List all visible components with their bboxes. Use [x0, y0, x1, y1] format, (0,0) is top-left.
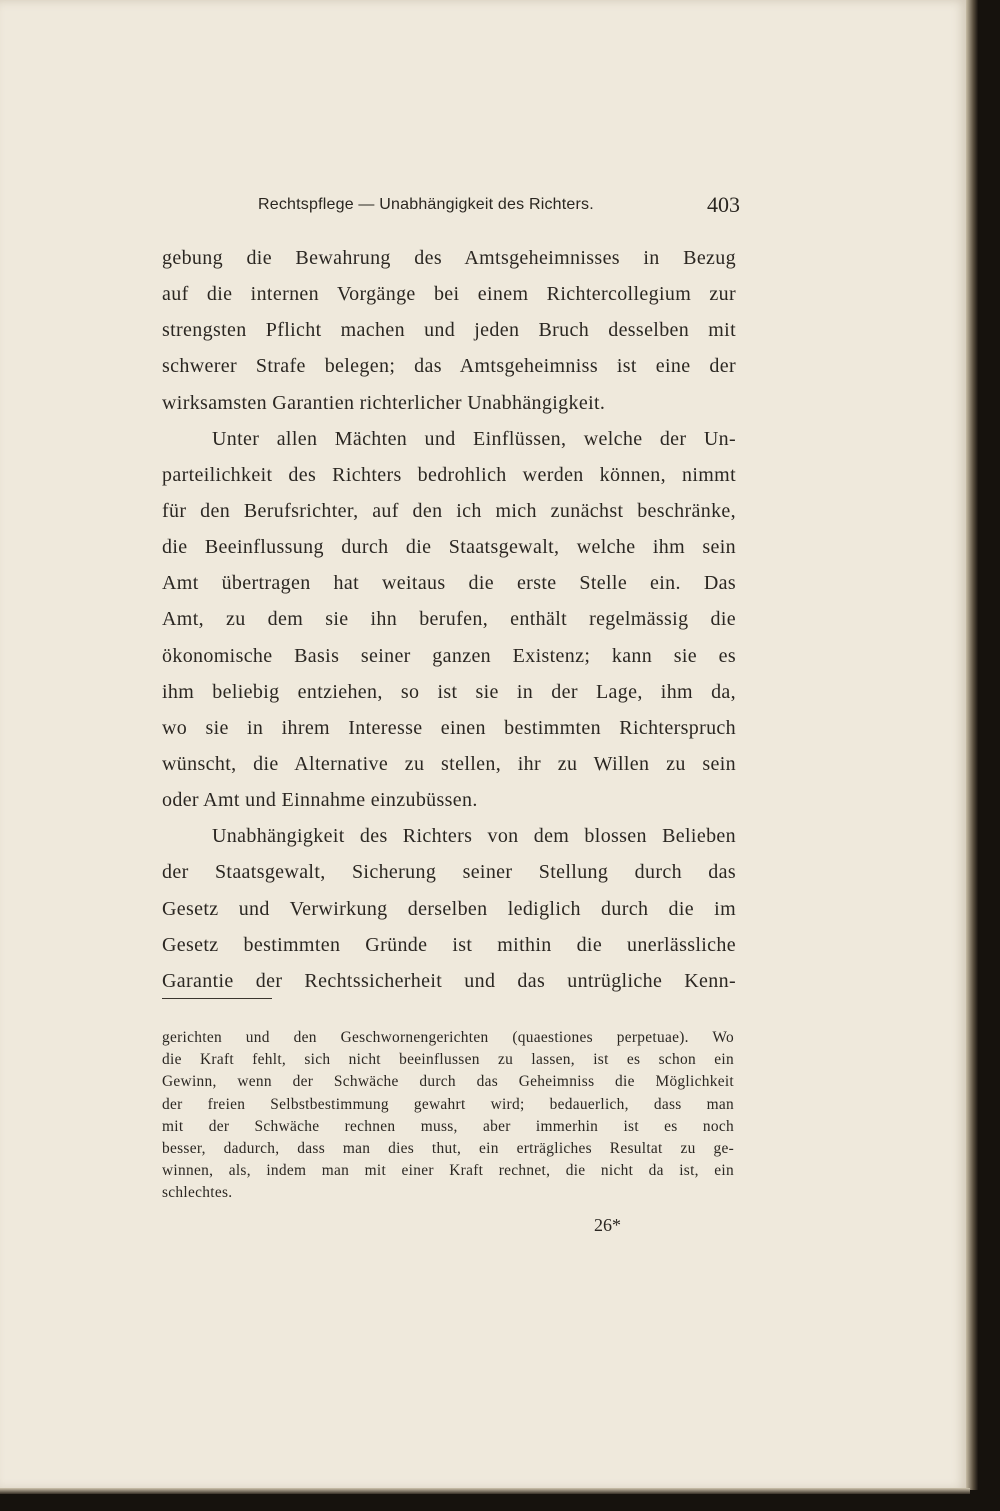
- page-number: 403: [707, 192, 740, 217]
- text-line: wirksamsten Garantien richterlicher Unabhängigkeit.: [162, 391, 606, 414]
- text-line: strengsten Pflicht machen und jeden Bruch desselben mit: [162, 319, 736, 342]
- running-header: [258, 190, 740, 224]
- footnote-line: mit der Schwäche rechnen muss, aber immerhin ist es noch: [162, 1117, 734, 1135]
- paragraph-start-line: Unter allen Mächten und Einflüssen, welche der Un-: [212, 427, 736, 450]
- text-line: Amt übertragen hat weitaus die erste Stelle ein. Das: [162, 572, 736, 595]
- page-edge-bottom: [0, 1488, 970, 1494]
- footnote-line: winnen, als, indem man mit einer Kraft rechnet, die nicht da ist, ein: [162, 1162, 734, 1180]
- text-line: Gesetz bestimmten Gründe ist mithin die unerlässliche: [162, 933, 736, 956]
- footnote-line: besser, dadurch, dass man dies thut, ein erträgliches Resultat zu ge-: [162, 1139, 734, 1157]
- footnote-line: der freien Selbstbestimmung gewahrt wird; bedauerlich, dass man: [162, 1095, 734, 1113]
- text-line: auf die internen Vorgänge bei einem Richtercollegium zur: [162, 283, 736, 306]
- text-line: der Staatsgewalt, Sicherung seiner Stellung durch das: [162, 861, 736, 884]
- text-line: ihm beliebig entziehen, so ist sie in der Lage, ihm da,: [162, 680, 736, 703]
- text-line: gebung die Bewahrung des Amtsgeheimnisses in Bezug: [162, 247, 736, 269]
- footnote-rule: [162, 998, 272, 999]
- text-line: für den Berufsrichter, auf den ich mich zunächst beschränke,: [162, 499, 736, 522]
- text-line: wo sie in ihrem Interesse einen bestimmten Richterspruch: [162, 716, 736, 739]
- text-line: Gesetz und Verwirkung derselben lediglich durch die im: [162, 897, 736, 920]
- text-line: Garantie der Rechtssicherheit und das untrügliche Kenn-: [162, 969, 736, 992]
- footnote-line: die Kraft fehlt, sich nicht beeinflussen zu lassen, ist es schon ein: [162, 1051, 734, 1069]
- text-line: parteilichkeit des Richters bedrohlich werden können, nimmt: [162, 463, 736, 486]
- footnote-line: Gewinn, wenn der Schwäche durch das Geheimniss die Möglichkeit: [162, 1073, 734, 1091]
- running-title: Rechtspflege — Unabhängigkeit des Richters.: [258, 196, 594, 213]
- text-line: Amt, zu dem sie ihn berufen, enthält regelmässig die: [162, 608, 736, 631]
- text-line: die Beeinflussung durch die Staatsgewalt, welche ihm sein: [162, 536, 736, 559]
- paragraph-start-line: Unabhängigkeit des Richters von dem blossen Belieben: [212, 825, 736, 848]
- text-line: oder Amt und Einnahme einzubüssen.: [162, 789, 478, 812]
- signature-mark: 26*: [594, 1215, 621, 1235]
- main-text: [162, 240, 736, 999]
- page-edge-right: [966, 0, 978, 1490]
- footnote-line: gerichten und den Geschwornengerichten (quaestiones perpetuae). Wo: [162, 1029, 734, 1046]
- footnote: [162, 1027, 734, 1205]
- footnote-line: schlechtes.: [162, 1184, 233, 1202]
- text-line: ökonomische Basis seiner ganzen Existenz; kann sie es: [162, 644, 736, 667]
- text-line: schwerer Strafe belegen; das Amtsgeheimniss ist eine der: [162, 355, 736, 378]
- text-line: wünscht, die Alternative zu stellen, ihr zu Willen zu sein: [162, 752, 736, 775]
